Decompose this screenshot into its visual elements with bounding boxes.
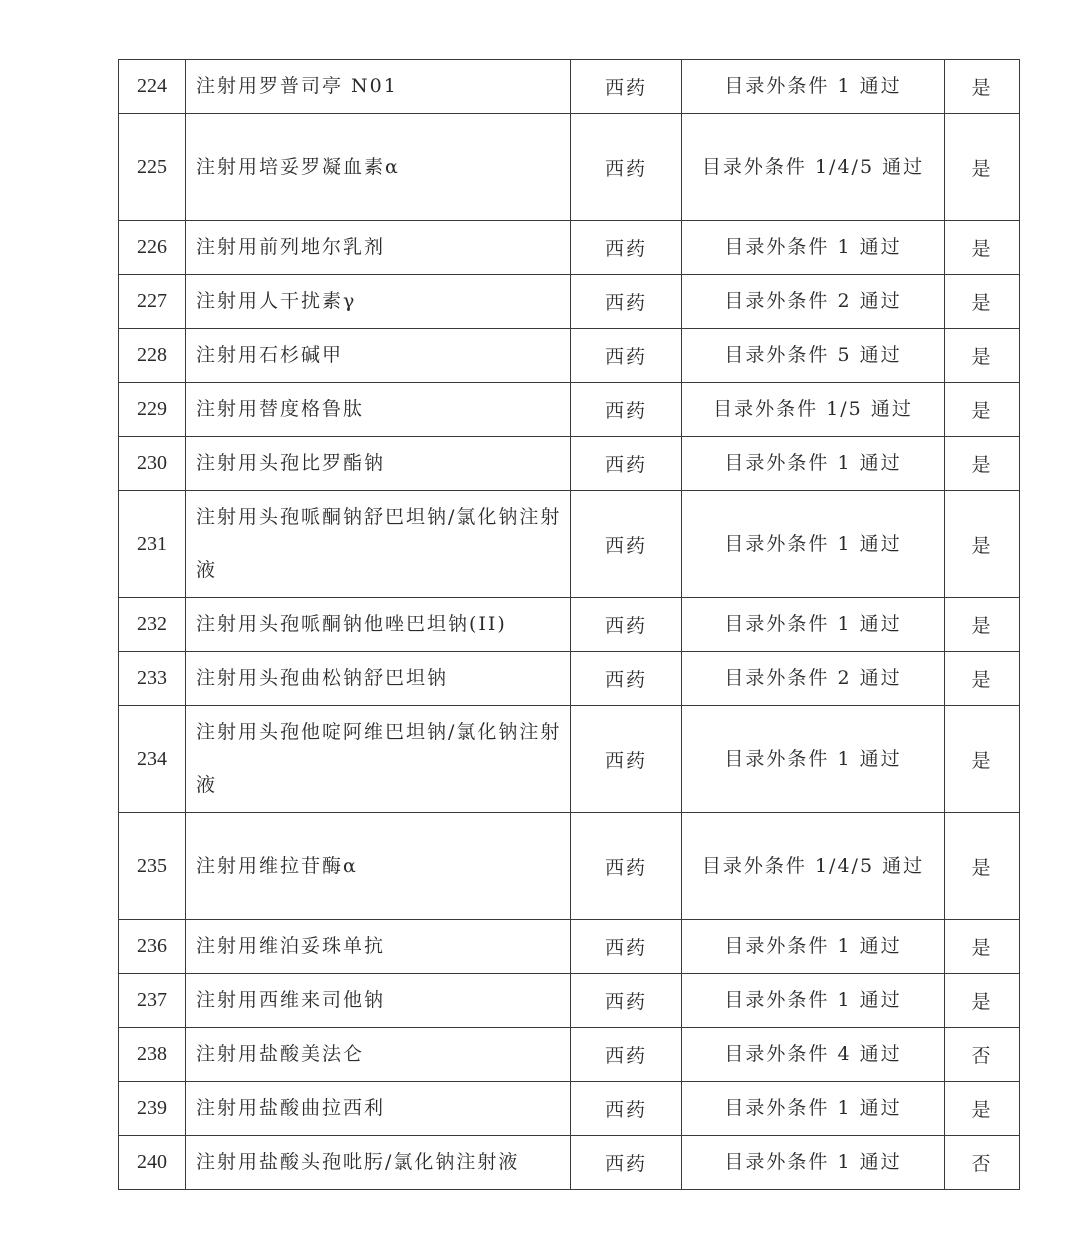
table-row (119, 920, 1020, 974)
table-row (119, 437, 1020, 491)
drug-name: 注射用维拉苷酶α (186, 813, 571, 920)
drug-type: 西药 (571, 60, 682, 114)
table-row (119, 221, 1020, 275)
drug-name: 注射用头孢曲松钠舒巴坦钠 (186, 652, 571, 706)
approval-flag: 是 (945, 1082, 1020, 1136)
review-condition: 目录外条件 1 通过 (682, 598, 945, 652)
approval-flag: 是 (945, 329, 1020, 383)
row-number: 226 (119, 221, 186, 275)
approval-flag: 是 (945, 114, 1020, 221)
approval-flag: 否 (945, 1028, 1020, 1082)
drug-type: 西药 (571, 1028, 682, 1082)
drug-type: 西药 (571, 1082, 682, 1136)
table-row (119, 60, 1020, 114)
table-row (119, 329, 1020, 383)
drug-name: 注射用盐酸曲拉西利 (186, 1082, 571, 1136)
drug-name: 注射用头孢比罗酯钠 (186, 437, 571, 491)
drug-type: 西药 (571, 706, 682, 813)
review-condition: 目录外条件 5 通过 (682, 329, 945, 383)
drug-type: 西药 (571, 383, 682, 437)
drug-type: 西药 (571, 813, 682, 920)
drug-name: 注射用罗普司亭 N01 (186, 60, 571, 114)
review-condition: 目录外条件 2 通过 (682, 652, 945, 706)
approval-flag: 是 (945, 60, 1020, 114)
row-number: 234 (119, 706, 186, 813)
row-number: 240 (119, 1136, 186, 1190)
row-number: 224 (119, 60, 186, 114)
drug-type: 西药 (571, 114, 682, 221)
table-row (119, 598, 1020, 652)
drug-type: 西药 (571, 221, 682, 275)
row-number: 230 (119, 437, 186, 491)
approval-flag: 是 (945, 383, 1020, 437)
drug-name: 注射用替度格鲁肽 (186, 383, 571, 437)
approval-flag: 是 (945, 491, 1020, 598)
row-number: 228 (119, 329, 186, 383)
table-row (119, 974, 1020, 1028)
table-row (119, 652, 1020, 706)
table-row (119, 114, 1020, 221)
review-condition: 目录外条件 1 通过 (682, 1136, 945, 1190)
review-condition: 目录外条件 1 通过 (682, 221, 945, 275)
review-condition: 目录外条件 4 通过 (682, 1028, 945, 1082)
drug-name: 注射用头孢哌酮钠舒巴坦钠/氯化钠注射液 (186, 491, 571, 598)
drug-name: 注射用盐酸美法仑 (186, 1028, 571, 1082)
approval-flag: 是 (945, 652, 1020, 706)
approval-flag: 是 (945, 221, 1020, 275)
approval-flag: 是 (945, 437, 1020, 491)
approval-flag: 是 (945, 706, 1020, 813)
row-number: 236 (119, 920, 186, 974)
drug-type: 西药 (571, 652, 682, 706)
review-condition: 目录外条件 1 通过 (682, 60, 945, 114)
drug-list-table (118, 59, 1020, 1190)
review-condition: 目录外条件 1 通过 (682, 920, 945, 974)
review-condition: 目录外条件 1 通过 (682, 974, 945, 1028)
drug-name: 注射用前列地尔乳剂 (186, 221, 571, 275)
row-number: 232 (119, 598, 186, 652)
drug-name: 注射用头孢哌酮钠他唑巴坦钠(II) (186, 598, 571, 652)
table-row (119, 491, 1020, 598)
review-condition: 目录外条件 1/5 通过 (682, 383, 945, 437)
row-number: 227 (119, 275, 186, 329)
drug-name: 注射用培妥罗凝血素α (186, 114, 571, 221)
approval-flag: 是 (945, 813, 1020, 920)
drug-type: 西药 (571, 329, 682, 383)
drug-name: 注射用石杉碱甲 (186, 329, 571, 383)
table-row (119, 1136, 1020, 1190)
approval-flag: 是 (945, 974, 1020, 1028)
drug-type: 西药 (571, 437, 682, 491)
row-number: 239 (119, 1082, 186, 1136)
table-row (119, 1082, 1020, 1136)
drug-type: 西药 (571, 1136, 682, 1190)
approval-flag: 否 (945, 1136, 1020, 1190)
drug-type: 西药 (571, 598, 682, 652)
row-number: 229 (119, 383, 186, 437)
row-number: 225 (119, 114, 186, 221)
review-condition: 目录外条件 2 通过 (682, 275, 945, 329)
drug-type: 西药 (571, 275, 682, 329)
review-condition: 目录外条件 1 通过 (682, 437, 945, 491)
row-number: 235 (119, 813, 186, 920)
row-number: 237 (119, 974, 186, 1028)
drug-type: 西药 (571, 491, 682, 598)
table-row (119, 383, 1020, 437)
drug-name: 注射用盐酸头孢吡肟/氯化钠注射液 (186, 1136, 571, 1190)
table-row (119, 706, 1020, 813)
row-number: 238 (119, 1028, 186, 1082)
table-row (119, 813, 1020, 920)
table-row (119, 275, 1020, 329)
drug-name: 注射用西维来司他钠 (186, 974, 571, 1028)
row-number: 233 (119, 652, 186, 706)
drug-name: 注射用人干扰素γ (186, 275, 571, 329)
approval-flag: 是 (945, 275, 1020, 329)
review-condition: 目录外条件 1 通过 (682, 706, 945, 813)
drug-type: 西药 (571, 974, 682, 1028)
review-condition: 目录外条件 1 通过 (682, 491, 945, 598)
review-condition: 目录外条件 1 通过 (682, 1082, 945, 1136)
drug-name: 注射用头孢他啶阿维巴坦钠/氯化钠注射液 (186, 706, 571, 813)
row-number: 231 (119, 491, 186, 598)
review-condition: 目录外条件 1/4/5 通过 (682, 813, 945, 920)
drug-name: 注射用维泊妥珠单抗 (186, 920, 571, 974)
approval-flag: 是 (945, 920, 1020, 974)
drug-type: 西药 (571, 920, 682, 974)
review-condition: 目录外条件 1/4/5 通过 (682, 114, 945, 221)
table-row (119, 1028, 1020, 1082)
table-body (119, 60, 1020, 1190)
approval-flag: 是 (945, 598, 1020, 652)
